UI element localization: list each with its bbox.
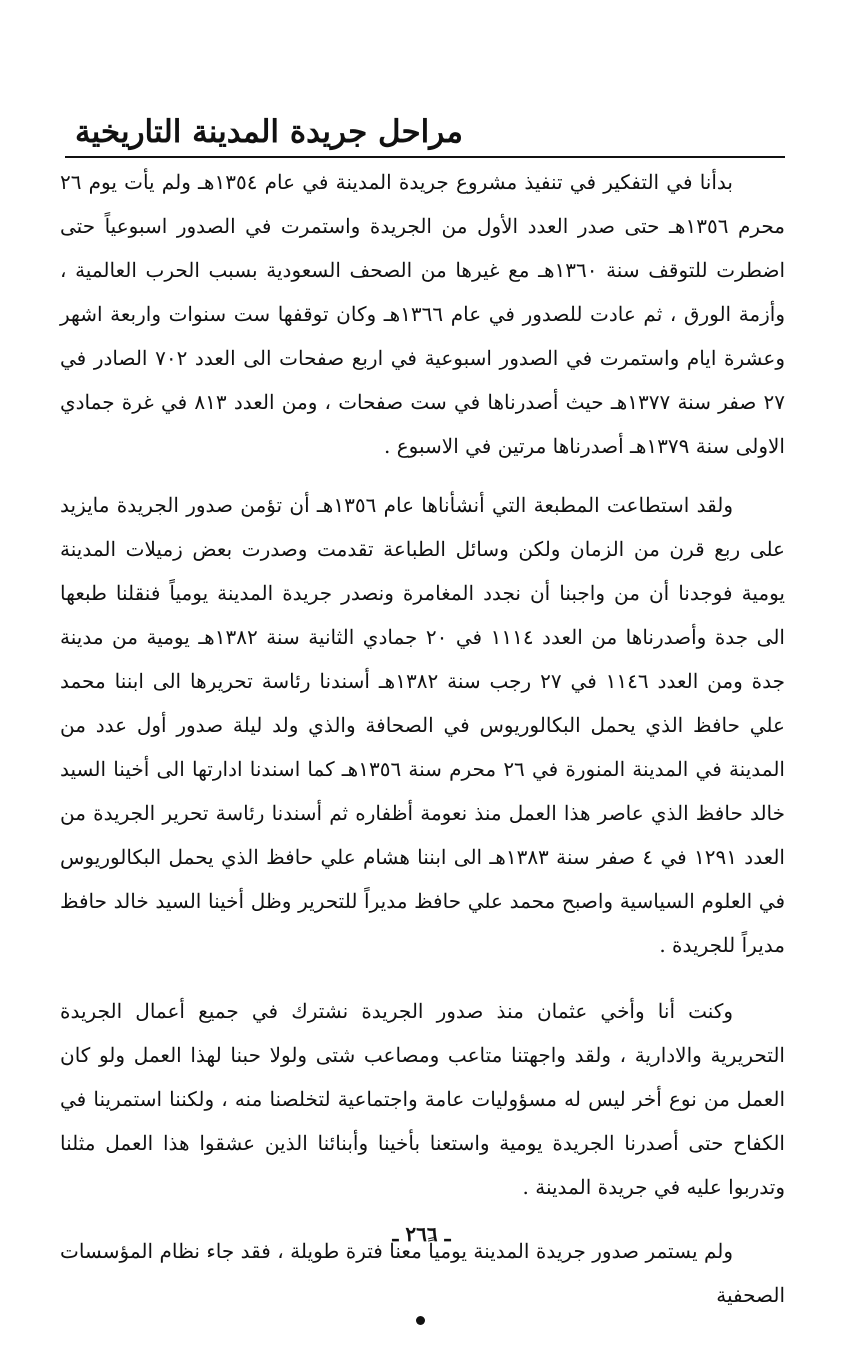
body-text bbox=[60, 160, 785, 1317]
title-underline bbox=[65, 156, 785, 158]
section-title: مراحل جريدة المدينة التاريخية bbox=[74, 114, 463, 150]
ink-dot bbox=[416, 1316, 425, 1325]
paragraph: ولقد استطاعت المطبعة التي أنشأناها عام ١٣٥٦هـ أن تؤمن صدور الجريدة مايزيد على ربع قرن من الزمان ولكن وسائل الطباعة تقدمت وصدرت بعض زميلات المدينة يومية فوجدنا أن من واجبنا أن نجدد المغامرة ونصدر جريدة المدينة يومياً فنقلنا طبعها الى جدة وأصدرناها من العدد ١١١٤ في ٢٠ جمادي الثانية سنة ١٣٨٢هـ يومية من مدينة جدة ومن العدد ١١٤٦ في ٢٧ رجب سنة ١٣٨٢هـ أسندنا رئاسة تحريرها الى ابننا محمد علي حافظ الذي يحمل البكالوريوس في الصحافة والذي ولد ليلة صدور أول عدد من المدينة في المدينة المنورة في ٢٦ محرم سنة ١٣٥٦هـ كما اسندنا ادارتها الى أخينا السيد خالد حافظ الذي عاصر هذا العمل منذ نعومة أظفاره ثم أسندنا رئاسة تحرير الجريدة من العدد ١٢٩١ في ٤ صفر سنة ١٣٨٣هـ الى ابننا هشام علي حافظ الذي يحمل البكالوريوس في العلوم السياسية واصبح محمد علي حافظ مديراً للتحرير وظل أخينا السيد خالد حافظ مديراً للجريدة . bbox=[60, 493, 786, 957]
paragraph: وكنت أنا وأخي عثمان منذ صدور الجريدة نشترك في جميع أعمال الجريدة التحريرية والادارية ، ولقد واجهتنا متاعب ومصاعب شتى ولولا حبنا لهذا العمل ولو كان العمل من نوع أخر ليس له مسؤوليات عامة واجتماعية لتخلصنا منه ، ولكننا استمرينا في الكفاح حتى أصدرنا الجريدة يومية واستعنا بأخينا وأبنائنا الذين عشقوا هذا العمل مثلنا وتدربوا عليه في جريدة المدينة . bbox=[60, 999, 785, 1199]
page-number: ـ ٢٦٦ ـ bbox=[392, 1222, 451, 1246]
paragraph: بدأنا في التفكير في تنفيذ مشروع جريدة المدينة في عام ١٣٥٤هـ ولم يأت يوم ٢٦ محرم ١٣٥٦هـ حتى صدر العدد الأول من الجريدة واستمرت في الصدور اسبوعياً حتى اضطرت للتوقف سنة ١٣٦٠هـ مع غيرها من الصحف السعودية بسبب الحرب العالمية ، وأزمة الورق ، ثم عادت للصدور في عام ١٣٦٦هـ وكان توقفها ست سنوات واربعة اشهر وعشرة ايام واستمرت في الصدور اسبوعية في اربع صفحات الى العدد ٧٠٢ الصادر في ٢٧ صفر سنة ١٣٧٧هـ حيث أصدرناها في ست صفحات ، ومن العدد ٨١٣ في غرة جمادي الاولى سنة ١٣٧٩هـ أصدرناها مرتين في الاسبوع . bbox=[60, 170, 786, 458]
paragraph: ولم يستمر صدور جريدة المدينة يومياً معنا فترة طويلة ، فقد جاء نظام المؤسسات الصحفية bbox=[60, 1239, 785, 1307]
